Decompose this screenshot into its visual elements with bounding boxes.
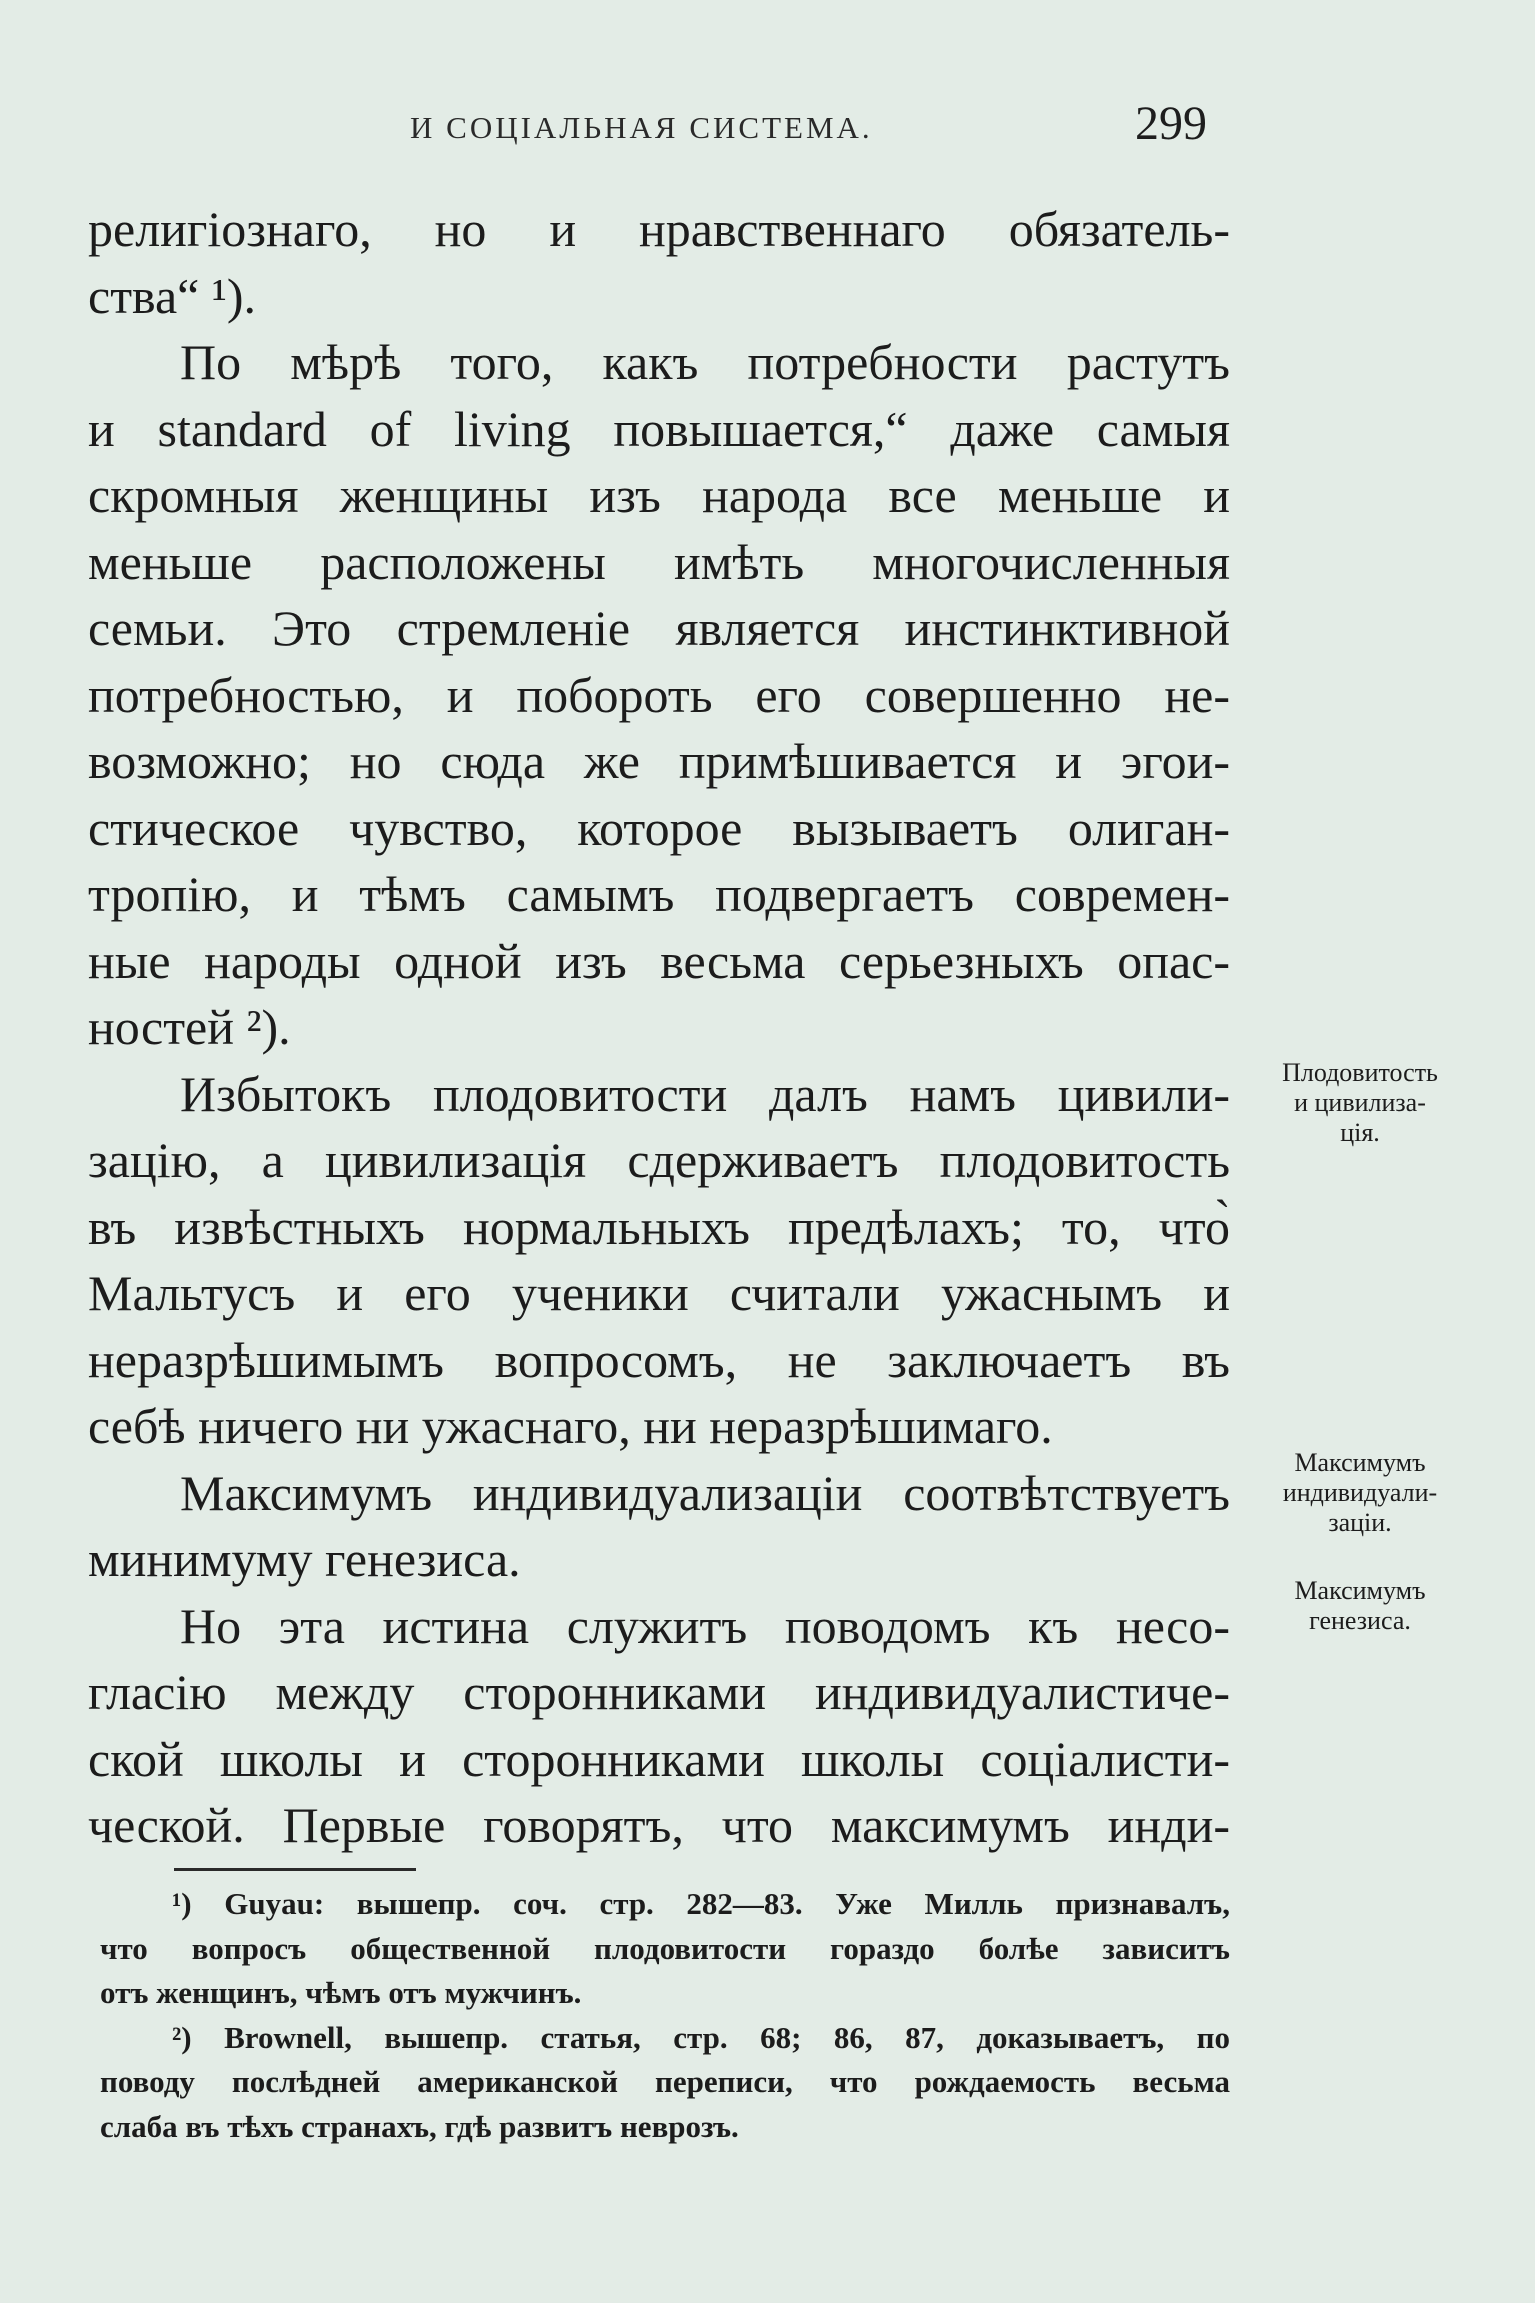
text-line: Но эта истина служитъ поводомъ къ несо- (180, 1597, 1230, 1654)
paragraph-4 (88, 1460, 1230, 1593)
text-line: ской школы и сторонниками школы соціалисти- (88, 1730, 1230, 1787)
footnote-divider (174, 1868, 416, 1871)
text-line: религіознаго, но и нравственнаго обязатель- (88, 201, 1230, 257)
footnote-line: ²) Brownell, вышепр. статья, стр. 68; 86, 87, доказываетъ, по (172, 2019, 1230, 2055)
text-line: По мѣрѣ того, какъ потребности растутъ (180, 334, 1230, 390)
text-line: потребностью, и побороть его совершенно не- (88, 666, 1230, 723)
footnote-1 (100, 1882, 1230, 2016)
text-line: Мальтусъ и его ученики считали ужаснымъ и (88, 1265, 1230, 1321)
text-line: скромныя женщины изъ народа все меньше и (88, 467, 1230, 523)
footnote-line: ¹) Guyau: вышепр. соч. стр. 282—83. Уже Милль признавалъ, (172, 1886, 1230, 1921)
footnotes (100, 1882, 1230, 2149)
running-head: И СОЦІАЛЬНАЯ СИСТЕМА. (410, 110, 873, 145)
paragraph-2 (88, 329, 1230, 1061)
page-number: 299 (1135, 97, 1207, 150)
paragraph-3 (88, 1061, 1230, 1460)
footnote-line: поводу послѣдней американской переписи, что рождаемость весьма (100, 2064, 1230, 2099)
footnote-2 (100, 2016, 1230, 2150)
paragraph-5 (88, 1593, 1230, 1859)
footnote-line: слаба въ тѣхъ странахъ, гдѣ развитъ неврозъ. (100, 2108, 739, 2144)
margin-note-line: индивидуали- (1282, 1478, 1438, 1507)
text-line: стическое чувство, которое вызываетъ олиган- (88, 799, 1230, 856)
text-line: возможно; но сюда же примѣшивается и эгои- (88, 733, 1230, 789)
text-line: гласію между сторонниками индивидуалистиче- (88, 1664, 1230, 1720)
margin-note-fertility (1240, 1058, 1480, 1148)
text-line: ные народы одной изъ весьма серьезныхъ опас- (88, 932, 1230, 989)
margin-note-line: заціи. (1328, 1508, 1392, 1537)
body-text (88, 196, 1230, 1859)
margin-note-genesis (1240, 1576, 1480, 1636)
footnote-line: отъ женщинъ, чѣмъ отъ мужчинъ. (100, 1975, 582, 2010)
footnote-line: что вопросъ общественной плодовитости гораздо болѣе зависитъ (100, 1930, 1230, 1966)
text-line: ства“ ¹). (88, 267, 257, 324)
text-line: зацію, а цивилизація сдерживаетъ плодовитость (88, 1132, 1230, 1188)
text-line: тропію, и тѣмъ самымъ подвергаетъ современ- (88, 866, 1230, 922)
text-line: семьи. Это стремленіе является инстинктивной (88, 600, 1230, 656)
text-line: и standard of living повышается,“ даже самыя (88, 400, 1230, 457)
text-line: въ извѣстныхъ нормальныхъ предѣлахъ; то, что̀ (88, 1198, 1230, 1255)
text-line: Избытокъ плодовитости далъ намъ цивили- (180, 1065, 1230, 1122)
margin-note-line: Максимумъ (1294, 1576, 1426, 1605)
margin-note-line: и цивилиза- (1294, 1088, 1426, 1117)
text-line: неразрѣшимымъ вопросомъ, не заключаетъ въ (88, 1331, 1230, 1388)
text-line: ческой. Первые говорятъ, что максимумъ инди- (88, 1797, 1230, 1853)
page-header (0, 96, 1535, 156)
text-line: минимуму генезиса. (88, 1531, 521, 1587)
margin-note-line: Максимумъ (1294, 1448, 1426, 1477)
margin-note-individualization (1240, 1448, 1480, 1538)
margin-note-line: Плодовитость (1282, 1058, 1438, 1087)
text-line: себѣ ничего ни ужаснаго, ни неразрѣшимаго. (88, 1398, 1053, 1454)
margin-note-line: ція. (1340, 1118, 1380, 1147)
text-line: Максимумъ индивидуализаціи соотвѣтствуетъ (180, 1464, 1230, 1521)
paragraph-1 (88, 196, 1230, 329)
text-line: меньше расположены имѣть многочисленныя (88, 533, 1230, 590)
text-line: ностей ²). (88, 999, 291, 1055)
margin-note-line: генезиса. (1309, 1606, 1411, 1635)
